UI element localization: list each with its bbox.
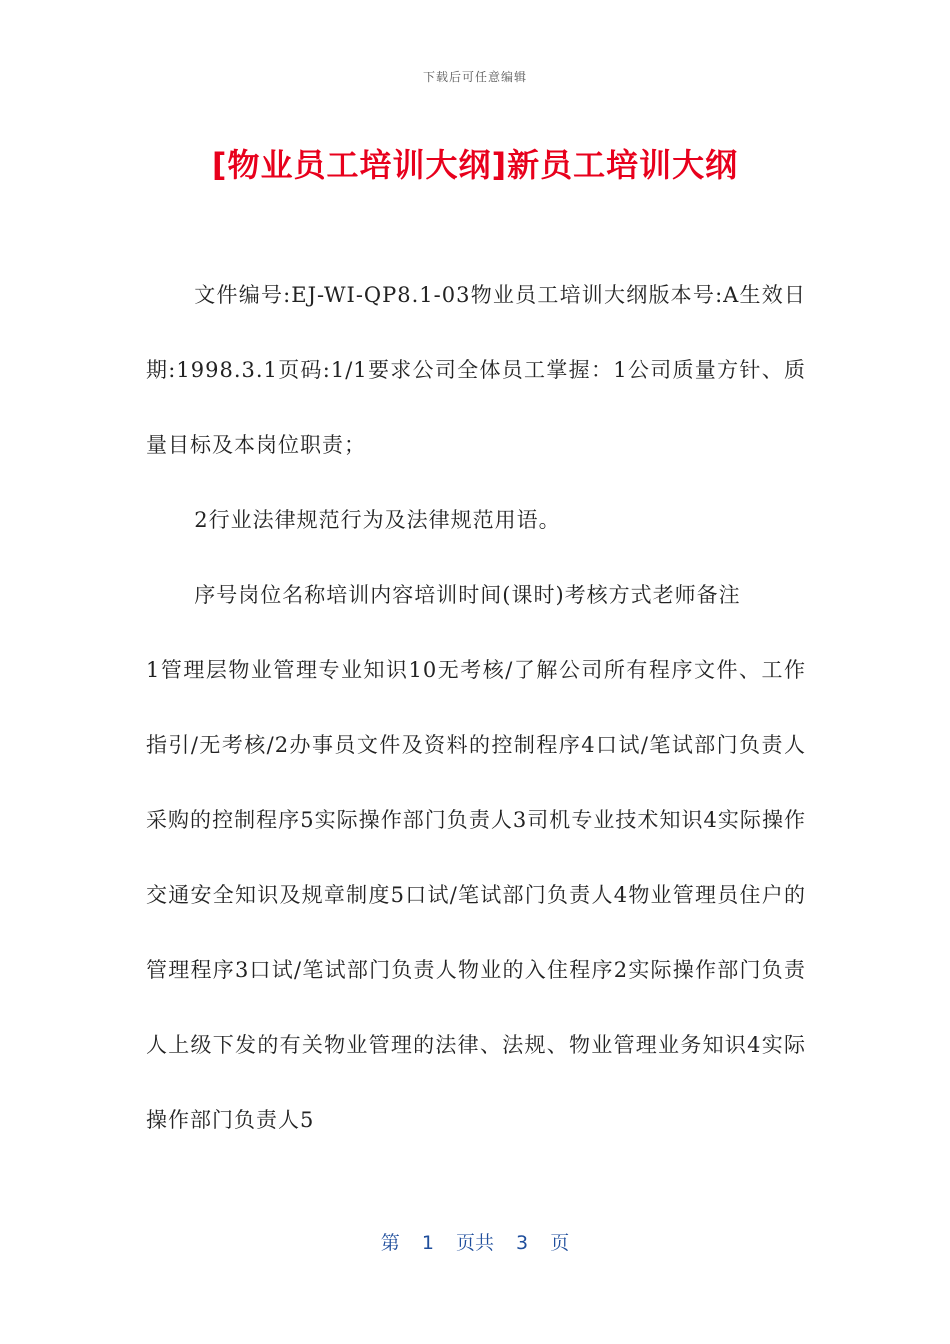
document-body [146, 258, 806, 1158]
footer-suffix: 页 [550, 1232, 570, 1254]
paragraph-table-header: 序号岗位名称培训内容培训时间(课时)考核方式老师备注 [194, 583, 741, 607]
paragraph-file-info: 文件编号:EJ-WI-QP8.1-03物业员工培训大纲版本号:A生效日期:1998.3.1页码:1/1要求公司全体员工掌握：1公司质量方针、质量目标及本岗位职责； [146, 283, 806, 457]
header-note: 下载后可任意编辑 [422, 70, 527, 84]
footer-current-page: 1 [421, 1232, 434, 1254]
page-title: [物业员工培训大纲]新员工培训大纲 [211, 146, 739, 184]
paragraph-table-content: 1管理层物业管理专业知识10无考核/了解公司所有程序文件、工作指引/无考核/2办事员文件及资料的控制程序4口试/笔试部门负责人采购的控制程序5实际操作部门负责人3司机专业技术知识4实际操作交通安全知识及规章制度5口试/笔试部门负责人4物业管理员住户的管理程序3口试/笔试部门负责人物业的入住程序2实际操作部门负责人上级下发的有关物业管理的法律、法规、物业管理业务知识4实际操作部门负责人5 [146, 658, 806, 1132]
page-footer [0, 1228, 950, 1255]
footer-total-pages: 3 [516, 1232, 529, 1254]
footer-prefix: 第 [380, 1232, 400, 1254]
footer-middle: 页共 [455, 1232, 494, 1254]
paragraph-legal: 2行业法律规范行为及法律规范用语。 [194, 508, 561, 532]
